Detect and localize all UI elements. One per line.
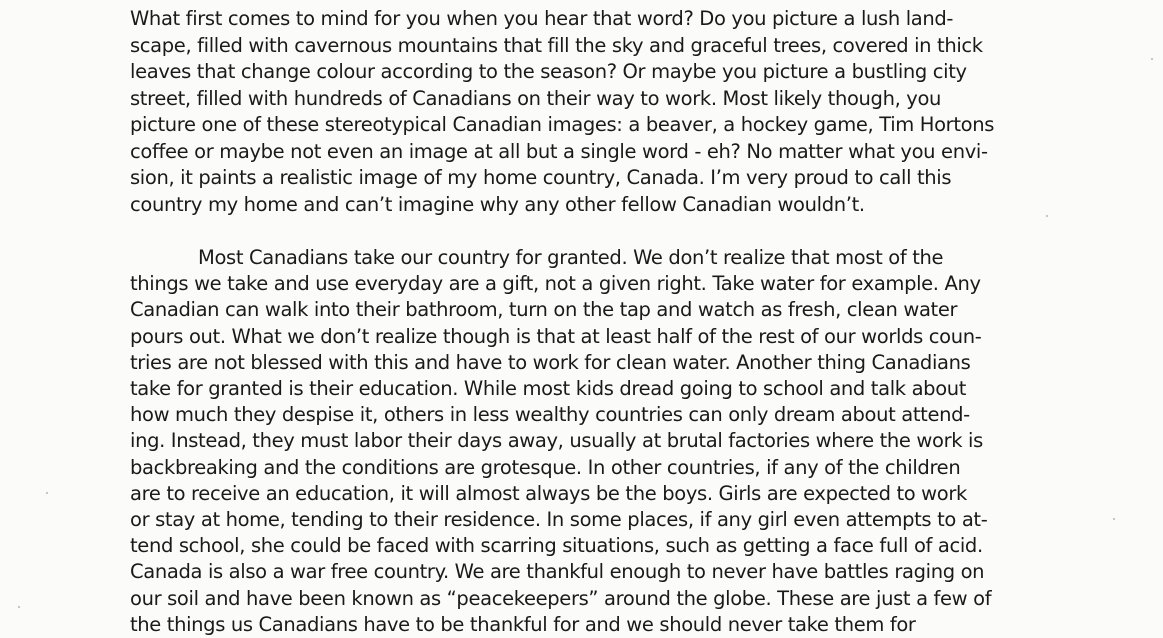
text-line: picture one of these stereotypical Canadian images: a beaver, a hockey game, Tim Hortons xyxy=(130,113,995,136)
text-line: street, filled with hundreds of Canadians on their way to work. Most likely though, you xyxy=(130,86,942,110)
scan-speck xyxy=(1151,58,1153,60)
text-line: tries are not blessed with this and have to work for clean water. Another thing Canadians xyxy=(130,350,971,374)
text-line: scape, filled with cavernous mountains that fill the sky and graceful trees, covered in thick xyxy=(130,33,983,57)
text-line: backbreaking and the conditions are grotesque. In other countries, if any of the children xyxy=(130,455,961,479)
paragraph-2 xyxy=(130,245,991,638)
text-line: take for granted is their education. While most kids dread going to school and talk about xyxy=(130,377,967,401)
text-line-indented: Most Canadians take our country for granted. We don’t realize that most of the xyxy=(198,246,944,269)
text-line: sion, it paints a realistic image of my home country, Canada. I’m very proud to call this xyxy=(130,166,952,189)
text-line: country my home and can’t imagine why any other fellow Canadian wouldn’t. xyxy=(130,192,865,216)
paragraph-1 xyxy=(130,6,994,218)
text-line: Canadian can walk into their bathroom, turn on the tap and watch as fresh, clean water xyxy=(130,298,958,322)
text-line: leaves that change colour according to the season? Or maybe you picture a bustling city xyxy=(130,60,967,83)
text-line: What first comes to mind for you when you hear that word? Do you picture a lush land- xyxy=(130,7,954,30)
text-line: ing. Instead, they must labor their days away, usually at brutal factories where the work is xyxy=(130,429,983,453)
text-line: tend school, she could be faced with scarring situations, such as getting a face full of acid. xyxy=(130,534,983,558)
text-line: Canada is also a war free country. We are thankful enough to never have battles raging on xyxy=(130,560,985,584)
text-line: or stay at home, tending to their residence. In some places, if any girl even attempts to at- xyxy=(130,508,988,532)
text-line: things we take and use everyday are a gift, not a given right. Take water for example. Any xyxy=(130,272,981,296)
scan-speck xyxy=(1046,215,1048,217)
text-line: coffee or maybe not even an image at all but a single word - eh? No matter what you envi- xyxy=(130,139,988,163)
scan-speck xyxy=(18,606,20,608)
scan-speck xyxy=(46,492,48,494)
text-line: are to receive an education, it will almost always be the boys. Girls are expected to work xyxy=(130,481,967,505)
text-line: our soil and have been known as “peacekeepers” around the globe. These are just a few of xyxy=(130,586,992,610)
text-line: pours out. What we don’t realize though is that at least half of the rest of our worlds coun- xyxy=(130,324,982,348)
text-line: the things us Canadians have to be thankful for and we should never take them for xyxy=(130,612,916,636)
text-line: how much they despise it, others in less wealthy countries can only dream about attend- xyxy=(130,403,970,427)
scan-speck xyxy=(1113,518,1115,520)
